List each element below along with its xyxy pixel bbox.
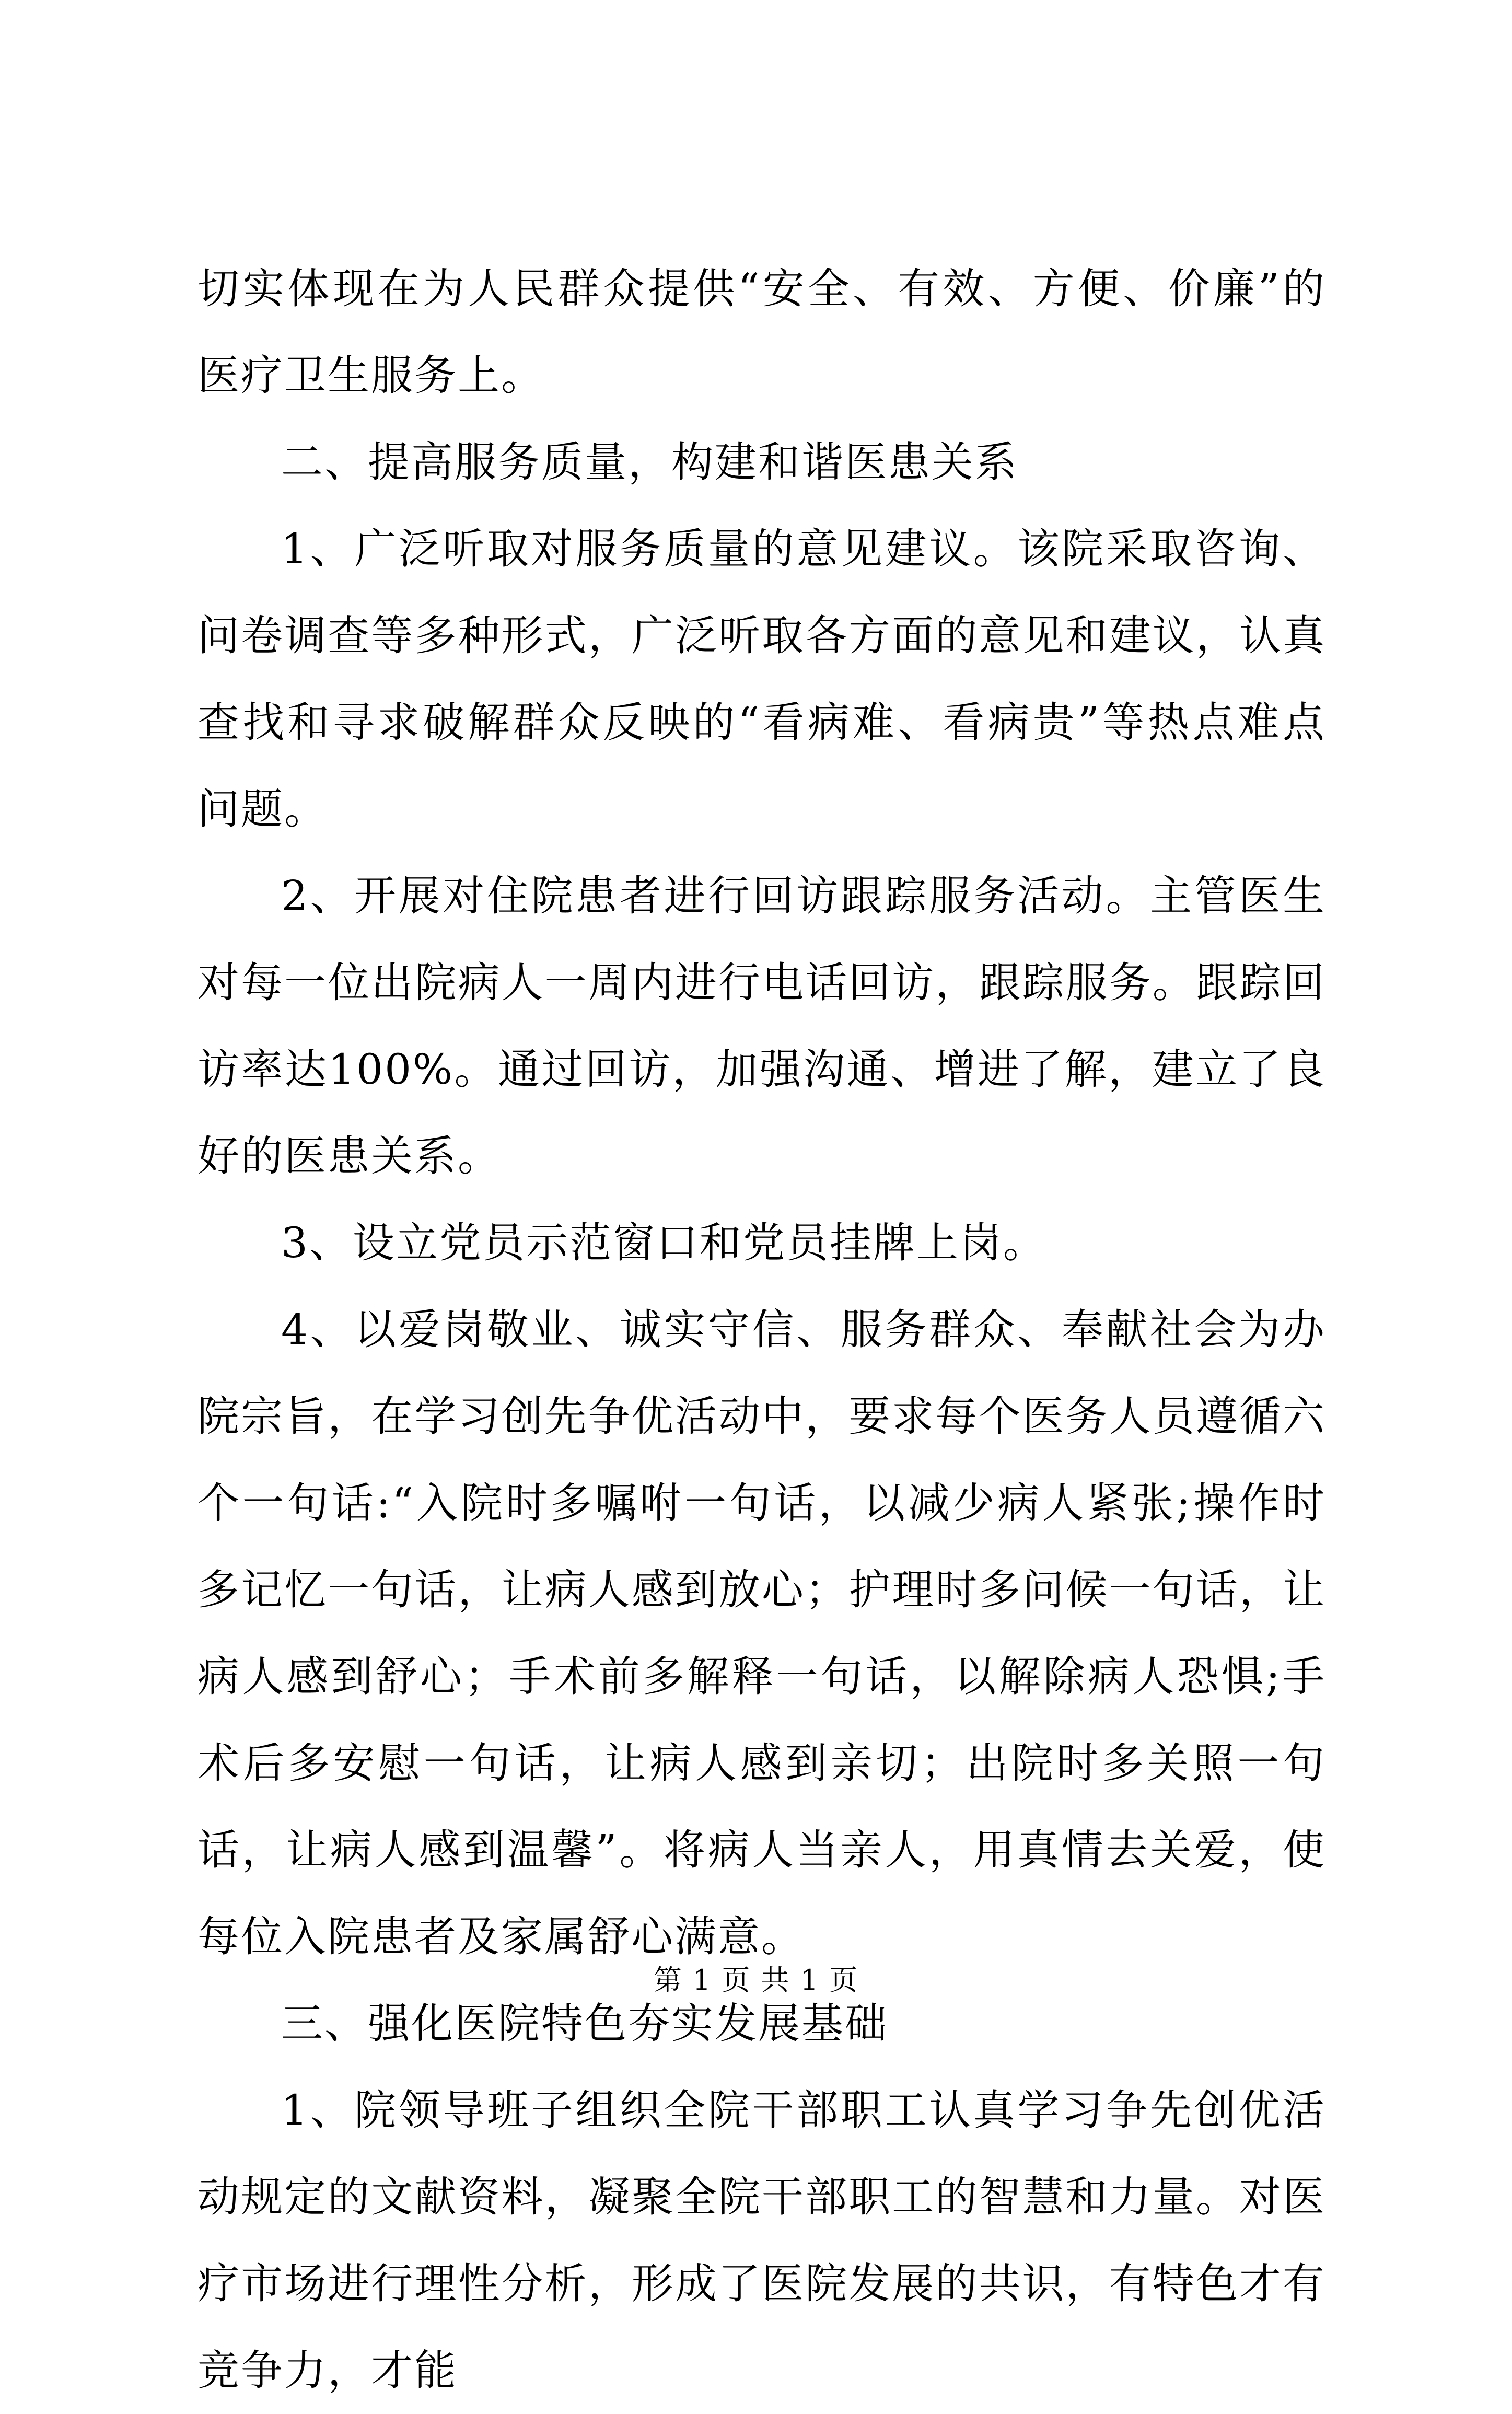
section-heading-2: 二、提高服务质量，构建和谐医患关系: [281, 438, 1018, 486]
paragraph-item-2-4: 4、以爱岗敬业、诚实守信、服务群众、奉献社会为办院宗旨，在学习创先争优活动中，要求每个医务人员遵循六个一句话:“入院时多嘱咐一句话，以减少病人紧张;操作时多记忆一句话，让病人感到放心；护理时多问候一句话，让病人感到舒心；手术前多解释一句话，以解除病人恐惧;手术后多安慰一句话，让病人感到亲切；出院时多关照一句话，让病人感到温馨”。将病人当亲人，用真情去关爱，使每位入院患者及家属舒心满意。: [197, 1305, 1326, 1961]
section-heading-3: 三、强化医院特色夯实发展基础: [281, 1999, 888, 2048]
document-body: [197, 246, 1326, 2414]
paragraph-continuation: 切实体现在为人民群众提供“安全、有效、方便、价廉”的医疗卫生服务上。: [197, 264, 1326, 400]
paragraph-item-3-1: 1、院领导班子组织全院干部职工认真学习争先创优活动规定的文献资料，凝聚全院干部职工的智慧和力量。对医疗市场进行理性分析，形成了医院发展的共识，有特色才有竞争力，才能: [197, 2086, 1326, 2395]
paragraph-item-2-3: 3、设立党员示范窗口和党员挂牌上岗。: [281, 1218, 1046, 1267]
page-footer: 第 1 页 共 1 页: [653, 1964, 859, 1997]
paragraph-item-2-1: 1、广泛听取对服务质量的意见建议。该院采取咨询、问卷调查等多种形式，广泛听取各方面的意见和建议，认真查找和寻求破解群众反映的“看病难、看病贵”等热点难点问题。: [197, 525, 1326, 833]
paragraph-item-2-2: 2、开展对住院患者进行回访跟踪服务活动。主管医生对每一位出院病人一周内进行电话回访，跟踪服务。跟踪回访率达100%。通过回访，加强沟通、增进了解，建立了良好的医患关系。: [197, 872, 1326, 1180]
